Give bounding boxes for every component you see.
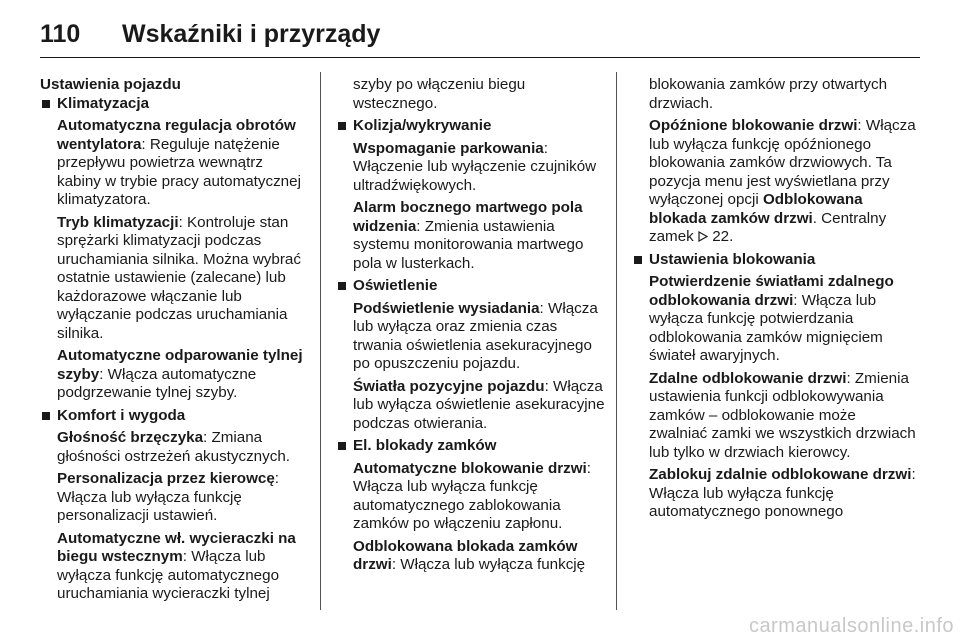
item-term: Podświetlenie wysiadania xyxy=(353,299,540,317)
bullet-square-icon xyxy=(42,412,50,420)
item-text: : Włącza lub wyłącza funkcję automatycznego uruchamiania wycieraczki tylnej xyxy=(57,548,280,602)
column-1 xyxy=(40,76,310,604)
page-header xyxy=(40,14,920,54)
item-term: Personalizacja przez kierowcę xyxy=(57,470,275,487)
cross-reference-icon xyxy=(698,228,708,245)
column-3 xyxy=(632,76,916,522)
item-text: : Włącza lub wyłącza funkcję automatycznego zablokowania zamków po włączeniu zapłonu. xyxy=(353,459,591,532)
bullet-heading-label: Komfort i wygoda xyxy=(57,406,186,424)
item-text: : Zmienia ustawienia systemu monitorowania martwego pola w lusterkach. xyxy=(353,217,584,272)
continued-text: blokowania zamków przy otwartych drzwiach. xyxy=(649,76,888,112)
item-text: : Włącza lub wyłącza funkcję personalizacji ustawień. xyxy=(57,470,280,524)
item-term: Zdalne odblokowanie drzwi xyxy=(649,369,847,387)
item-term: Opóźnione blokowanie drzwi xyxy=(649,117,858,134)
menu-item-description xyxy=(40,214,310,344)
menu-item-description xyxy=(336,460,606,534)
page-title: Wskaźniki i przyrządy xyxy=(122,19,381,48)
bullet-heading-label: Oświetlenie xyxy=(353,277,438,294)
bullet-heading-komfort xyxy=(40,407,310,426)
bullet-heading-label: El. blokady zamków xyxy=(353,437,497,454)
item-term: Światła pozycyjne pojazdu xyxy=(353,377,545,395)
bullet-square-icon xyxy=(42,100,50,108)
menu-item-description xyxy=(336,140,606,196)
item-text: : Włącza lub wyłącza funkcję potwierdzania odblokowania zamków mignięciem świateł awaryjnych. xyxy=(649,291,883,364)
menu-item-description xyxy=(336,538,606,575)
item-text: : Włącza automatyczne podgrzewanie tylnej szyby. xyxy=(57,365,257,401)
bullet-heading-label: Klimatyzacja xyxy=(57,94,150,112)
item-term: Automatyczne odparowanie tylnej szyby xyxy=(57,347,303,383)
menu-item-description xyxy=(632,273,916,366)
item-text: : Zmienia ustawienia funkcji odblokowywania zamków – odblokowanie może zwalniać zamki we wszystkich drzwiach lub tylko w drzwiach kierowcy. xyxy=(649,369,916,461)
item-text: : Włącza lub wyłącza funkcję xyxy=(391,556,586,573)
page-number: 110 xyxy=(40,19,81,48)
bullet-heading-blokady xyxy=(336,437,606,456)
item-term: Automatyczne blokowanie drzwi xyxy=(353,459,587,477)
bullet-square-icon xyxy=(338,282,346,290)
bullet-heading-ustawienia-blokowania xyxy=(632,251,916,270)
bullet-heading-kolizja xyxy=(336,117,606,136)
item-term: Potwierdzenie światłami zdalnego odblokowania drzwi xyxy=(649,273,894,309)
item-term: Alarm bocznego martwego pola widzenia xyxy=(353,199,583,235)
item-text: : Włącza lub wyłącza oświetlenie asekuracyjne podczas otwierania. xyxy=(353,377,605,432)
menu-item-description xyxy=(40,429,310,466)
menu-item-description xyxy=(40,470,310,526)
bullet-heading-klimatyzacja xyxy=(40,95,310,114)
bullet-heading-label: Kolizja/wykrywanie xyxy=(353,117,492,134)
column-2 xyxy=(336,76,606,575)
menu-item-description xyxy=(336,199,606,273)
header-divider xyxy=(40,57,920,58)
item-text: : Włącza lub wyłącza funkcję opóźnionego blokowania zamków drzwiowych. Ta pozycja menu jest wyświetlana przy wyłączonej opcji xyxy=(649,117,916,208)
item-term: Odblokowana blokada zamków drzwi xyxy=(353,537,578,573)
menu-item-description xyxy=(632,370,916,463)
item-term: Odblokowana blokada zamków drzwi xyxy=(649,191,863,227)
menu-item-description xyxy=(40,117,310,210)
item-term: Tryb klimatyzacji xyxy=(57,213,179,231)
cross-reference-page: 22. xyxy=(712,228,734,245)
item-text: : Reguluje natężenie przepływu powietrza wewnątrz kabiny w trybie pracy automatycznej klimatyzatora. xyxy=(57,135,301,208)
menu-item-description xyxy=(336,378,606,434)
section-title: Ustawienia pojazdu xyxy=(40,76,181,93)
bullet-heading-label: Ustawienia blokowania xyxy=(649,250,816,268)
item-text: : Włączenie lub wyłączenie czujników ultradźwiękowych. xyxy=(353,139,597,194)
item-term: Zablokuj zdalnie odblokowane drzwi xyxy=(649,466,912,483)
item-text: : Zmiana głośności ostrzeżeń akustycznych. xyxy=(57,429,290,465)
menu-item-description xyxy=(336,300,606,374)
menu-item-description xyxy=(632,117,916,247)
menu-item-description xyxy=(632,466,916,522)
item-term: Głośność brzęczyka xyxy=(57,429,204,446)
item-term: Automatyczna regulacja obrotów wentylatora xyxy=(57,117,296,153)
column-divider-1 xyxy=(320,72,321,610)
item-text: . Centralny zamek xyxy=(649,209,887,245)
watermark: carmanualsonline.info xyxy=(748,615,954,637)
item-text: : Włącza lub wyłącza oraz zmienia czas trwania oświetlenia asekuracyjnego po opuszczeniu pojazdu. xyxy=(353,299,598,372)
item-term: Automatyczne wł. wycieraczki na biegu wstecznym xyxy=(57,529,296,565)
bullet-square-icon xyxy=(338,442,346,450)
bullet-heading-oswietlenie xyxy=(336,277,606,296)
bullet-square-icon xyxy=(634,256,642,264)
menu-item-description xyxy=(40,530,310,604)
item-term: Wspomaganie parkowania xyxy=(353,139,544,157)
column-divider-2 xyxy=(616,72,617,610)
menu-item-description xyxy=(40,347,310,403)
item-text: : Włącza lub wyłącza funkcję automatycznego ponownego xyxy=(649,466,916,520)
bullet-square-icon xyxy=(338,122,346,130)
item-text: : Kontroluje stan sprężarki klimatyzacji podczas uruchamiania silnika. Można wybrać ostatnie ustawienie (zalecane) lub każdorazowe włączanie lub wyłączanie podczas uruchamiania silnika. xyxy=(57,213,301,342)
continued-text: szyby po włączeniu biegu wstecznego. xyxy=(353,76,526,112)
